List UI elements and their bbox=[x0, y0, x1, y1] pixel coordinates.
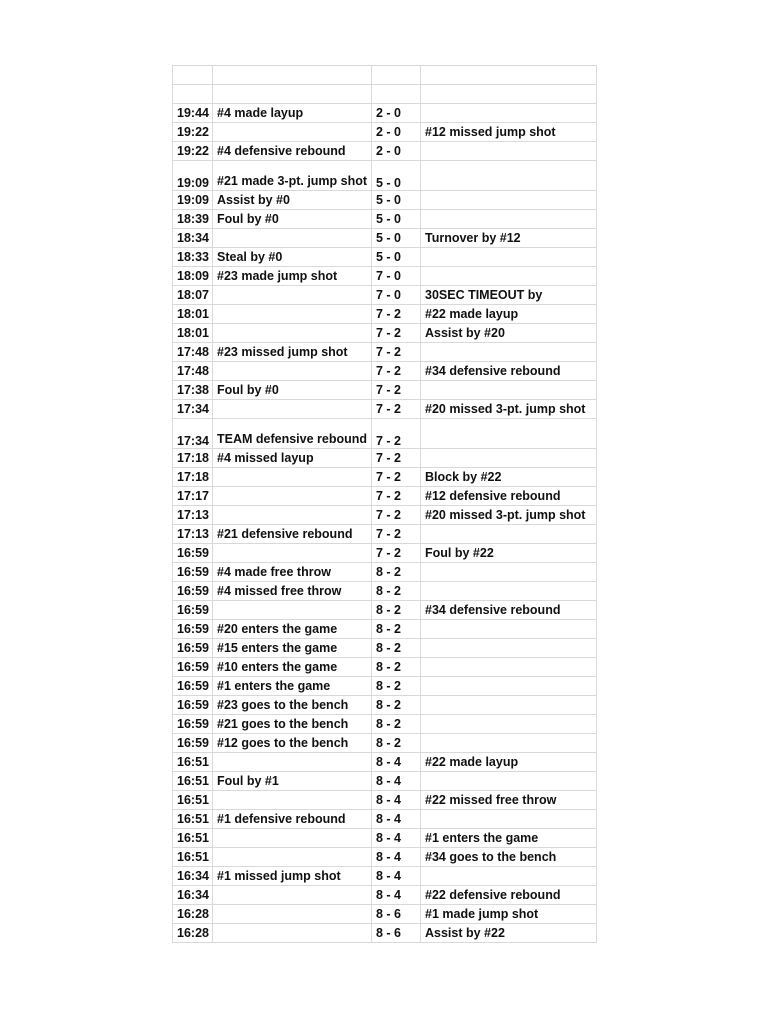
table-row bbox=[173, 905, 597, 924]
time-cell: 18:34 bbox=[173, 229, 213, 248]
empty-cell bbox=[421, 85, 597, 104]
time-cell: 18:07 bbox=[173, 286, 213, 305]
score-cell: 7 - 2 bbox=[372, 525, 421, 544]
score-cell: 7 - 2 bbox=[372, 400, 421, 419]
time-cell: 17:13 bbox=[173, 525, 213, 544]
time-cell: 16:59 bbox=[173, 658, 213, 677]
empty-cell bbox=[173, 66, 213, 85]
away-event-cell: Block by #22 bbox=[421, 468, 597, 487]
home-event-cell bbox=[213, 544, 372, 563]
time-cell: 18:01 bbox=[173, 305, 213, 324]
away-event-cell: #20 missed 3-pt. jump shot bbox=[421, 506, 597, 525]
table-row bbox=[173, 715, 597, 734]
time-cell: 17:38 bbox=[173, 381, 213, 400]
home-event-cell bbox=[213, 886, 372, 905]
time-cell: 19:22 bbox=[173, 123, 213, 142]
table-row bbox=[173, 772, 597, 791]
away-event-cell bbox=[421, 582, 597, 601]
table-row bbox=[173, 419, 597, 449]
score-cell: 7 - 2 bbox=[372, 487, 421, 506]
time-cell: 17:48 bbox=[173, 362, 213, 381]
time-cell: 16:59 bbox=[173, 734, 213, 753]
score-cell: 5 - 0 bbox=[372, 161, 421, 191]
away-event-cell: #1 made jump shot bbox=[421, 905, 597, 924]
score-cell: 5 - 0 bbox=[372, 229, 421, 248]
home-event-cell: Foul by #1 bbox=[213, 772, 372, 791]
away-event-cell: Assist by #20 bbox=[421, 324, 597, 343]
away-event-cell bbox=[421, 104, 597, 123]
play-by-play-body bbox=[173, 66, 597, 943]
time-cell: 19:09 bbox=[173, 161, 213, 191]
time-cell: 16:51 bbox=[173, 753, 213, 772]
away-event-cell bbox=[421, 696, 597, 715]
table-row bbox=[173, 525, 597, 544]
time-cell: 16:51 bbox=[173, 791, 213, 810]
away-event-cell: Turnover by #12 bbox=[421, 229, 597, 248]
score-cell: 8 - 2 bbox=[372, 639, 421, 658]
score-cell: 8 - 2 bbox=[372, 696, 421, 715]
score-cell: 8 - 2 bbox=[372, 658, 421, 677]
time-cell: 18:01 bbox=[173, 324, 213, 343]
score-cell: 8 - 4 bbox=[372, 772, 421, 791]
table-row bbox=[173, 924, 597, 943]
table-row bbox=[173, 362, 597, 381]
score-cell: 7 - 0 bbox=[372, 267, 421, 286]
time-cell: 17:34 bbox=[173, 419, 213, 449]
score-cell: 8 - 6 bbox=[372, 924, 421, 943]
empty-header-row bbox=[173, 66, 597, 85]
home-event-cell: Assist by #0 bbox=[213, 191, 372, 210]
away-event-cell: Foul by #22 bbox=[421, 544, 597, 563]
score-cell: 2 - 0 bbox=[372, 142, 421, 161]
home-event-cell: #23 missed jump shot bbox=[213, 343, 372, 362]
away-event-cell: #22 missed free throw bbox=[421, 791, 597, 810]
away-event-cell bbox=[421, 620, 597, 639]
table-row bbox=[173, 829, 597, 848]
home-event-cell bbox=[213, 362, 372, 381]
table-row bbox=[173, 104, 597, 123]
score-cell: 7 - 2 bbox=[372, 343, 421, 362]
table-row bbox=[173, 544, 597, 563]
home-event-cell: #4 missed free throw bbox=[213, 582, 372, 601]
score-cell: 8 - 4 bbox=[372, 829, 421, 848]
time-cell: 16:28 bbox=[173, 905, 213, 924]
time-cell: 16:59 bbox=[173, 582, 213, 601]
table-row bbox=[173, 286, 597, 305]
table-row bbox=[173, 696, 597, 715]
time-cell: 16:51 bbox=[173, 810, 213, 829]
score-cell: 7 - 0 bbox=[372, 286, 421, 305]
home-event-cell: #21 defensive rebound bbox=[213, 525, 372, 544]
away-event-cell: 30SEC TIMEOUT by bbox=[421, 286, 597, 305]
home-event-cell: #15 enters the game bbox=[213, 639, 372, 658]
away-event-cell bbox=[421, 381, 597, 400]
score-cell: 8 - 2 bbox=[372, 563, 421, 582]
away-event-cell bbox=[421, 419, 597, 449]
away-event-cell: Assist by #22 bbox=[421, 924, 597, 943]
empty-header-row bbox=[173, 85, 597, 104]
table-row bbox=[173, 191, 597, 210]
time-cell: 16:51 bbox=[173, 848, 213, 867]
time-cell: 16:59 bbox=[173, 715, 213, 734]
home-event-cell: #20 enters the game bbox=[213, 620, 372, 639]
time-cell: 18:39 bbox=[173, 210, 213, 229]
score-cell: 8 - 4 bbox=[372, 791, 421, 810]
score-cell: 5 - 0 bbox=[372, 248, 421, 267]
away-event-cell bbox=[421, 161, 597, 191]
table-row bbox=[173, 620, 597, 639]
home-event-cell bbox=[213, 324, 372, 343]
home-event-cell bbox=[213, 829, 372, 848]
home-event-cell: #1 defensive rebound bbox=[213, 810, 372, 829]
home-event-cell bbox=[213, 601, 372, 620]
home-event-cell bbox=[213, 924, 372, 943]
score-cell: 7 - 2 bbox=[372, 305, 421, 324]
home-event-cell bbox=[213, 487, 372, 506]
table-row bbox=[173, 343, 597, 362]
time-cell: 16:34 bbox=[173, 867, 213, 886]
score-cell: 8 - 2 bbox=[372, 734, 421, 753]
away-event-cell: #22 made layup bbox=[421, 305, 597, 324]
away-event-cell bbox=[421, 248, 597, 267]
table-row bbox=[173, 734, 597, 753]
away-event-cell: #20 missed 3-pt. jump shot bbox=[421, 400, 597, 419]
score-cell: 7 - 2 bbox=[372, 449, 421, 468]
time-cell: 19:44 bbox=[173, 104, 213, 123]
score-cell: 8 - 4 bbox=[372, 867, 421, 886]
table-row bbox=[173, 639, 597, 658]
time-cell: 16:59 bbox=[173, 620, 213, 639]
empty-cell bbox=[372, 66, 421, 85]
away-event-cell bbox=[421, 734, 597, 753]
time-cell: 17:34 bbox=[173, 400, 213, 419]
away-event-cell bbox=[421, 867, 597, 886]
empty-cell bbox=[372, 85, 421, 104]
away-event-cell: #1 enters the game bbox=[421, 829, 597, 848]
home-event-cell: Steal by #0 bbox=[213, 248, 372, 267]
home-event-cell bbox=[213, 305, 372, 324]
score-cell: 8 - 4 bbox=[372, 753, 421, 772]
table-row bbox=[173, 753, 597, 772]
time-cell: 19:09 bbox=[173, 191, 213, 210]
empty-cell bbox=[213, 85, 372, 104]
time-cell: 17:17 bbox=[173, 487, 213, 506]
table-row bbox=[173, 123, 597, 142]
away-event-cell: #22 made layup bbox=[421, 753, 597, 772]
table-row bbox=[173, 677, 597, 696]
away-event-cell bbox=[421, 677, 597, 696]
score-cell: 8 - 4 bbox=[372, 886, 421, 905]
table-row bbox=[173, 229, 597, 248]
away-event-cell bbox=[421, 810, 597, 829]
home-event-cell: #4 made layup bbox=[213, 104, 372, 123]
time-cell: 16:59 bbox=[173, 639, 213, 658]
table-row bbox=[173, 468, 597, 487]
table-row bbox=[173, 449, 597, 468]
time-cell: 16:51 bbox=[173, 829, 213, 848]
score-cell: 7 - 2 bbox=[372, 362, 421, 381]
table-row bbox=[173, 381, 597, 400]
away-event-cell bbox=[421, 639, 597, 658]
time-cell: 16:34 bbox=[173, 886, 213, 905]
time-cell: 16:59 bbox=[173, 677, 213, 696]
home-event-cell: #21 made 3-pt. jump shot bbox=[213, 161, 372, 191]
time-cell: 16:59 bbox=[173, 563, 213, 582]
home-event-cell bbox=[213, 229, 372, 248]
time-cell: 18:33 bbox=[173, 248, 213, 267]
home-event-cell bbox=[213, 791, 372, 810]
away-event-cell: #34 defensive rebound bbox=[421, 362, 597, 381]
away-event-cell: #22 defensive rebound bbox=[421, 886, 597, 905]
table-row bbox=[173, 487, 597, 506]
away-event-cell bbox=[421, 772, 597, 791]
home-event-cell: #12 goes to the bench bbox=[213, 734, 372, 753]
table-row bbox=[173, 582, 597, 601]
home-event-cell: #23 made jump shot bbox=[213, 267, 372, 286]
table-row bbox=[173, 267, 597, 286]
score-cell: 7 - 2 bbox=[372, 506, 421, 525]
away-event-cell bbox=[421, 525, 597, 544]
away-event-cell bbox=[421, 449, 597, 468]
time-cell: 16:28 bbox=[173, 924, 213, 943]
score-cell: 7 - 2 bbox=[372, 544, 421, 563]
score-cell: 8 - 6 bbox=[372, 905, 421, 924]
away-event-cell bbox=[421, 210, 597, 229]
away-event-cell: #12 defensive rebound bbox=[421, 487, 597, 506]
score-cell: 7 - 2 bbox=[372, 324, 421, 343]
away-event-cell bbox=[421, 715, 597, 734]
home-event-cell: #1 missed jump shot bbox=[213, 867, 372, 886]
home-event-cell: #23 goes to the bench bbox=[213, 696, 372, 715]
away-event-cell: #34 goes to the bench bbox=[421, 848, 597, 867]
time-cell: 16:59 bbox=[173, 544, 213, 563]
table-row bbox=[173, 248, 597, 267]
time-cell: 17:18 bbox=[173, 468, 213, 487]
score-cell: 8 - 2 bbox=[372, 601, 421, 620]
away-event-cell bbox=[421, 267, 597, 286]
home-event-cell: Foul by #0 bbox=[213, 381, 372, 400]
score-cell: 8 - 2 bbox=[372, 677, 421, 696]
home-event-cell bbox=[213, 506, 372, 525]
score-cell: 2 - 0 bbox=[372, 123, 421, 142]
home-event-cell bbox=[213, 400, 372, 419]
time-cell: 17:18 bbox=[173, 449, 213, 468]
play-by-play-table bbox=[172, 65, 597, 943]
table-row bbox=[173, 848, 597, 867]
table-row bbox=[173, 400, 597, 419]
home-event-cell bbox=[213, 753, 372, 772]
away-event-cell bbox=[421, 142, 597, 161]
away-event-cell bbox=[421, 191, 597, 210]
table-row bbox=[173, 601, 597, 620]
home-event-cell: #4 missed layup bbox=[213, 449, 372, 468]
home-event-cell bbox=[213, 123, 372, 142]
table-row bbox=[173, 305, 597, 324]
table-row bbox=[173, 142, 597, 161]
score-cell: 8 - 2 bbox=[372, 715, 421, 734]
table-row bbox=[173, 886, 597, 905]
home-event-cell: TEAM defensive rebound bbox=[213, 419, 372, 449]
score-cell: 8 - 4 bbox=[372, 848, 421, 867]
table-row bbox=[173, 867, 597, 886]
score-cell: 2 - 0 bbox=[372, 104, 421, 123]
home-event-cell bbox=[213, 905, 372, 924]
away-event-cell: #34 defensive rebound bbox=[421, 601, 597, 620]
table-row bbox=[173, 810, 597, 829]
home-event-cell bbox=[213, 848, 372, 867]
home-event-cell: #21 goes to the bench bbox=[213, 715, 372, 734]
away-event-cell bbox=[421, 343, 597, 362]
time-cell: 16:59 bbox=[173, 696, 213, 715]
table-row bbox=[173, 506, 597, 525]
table-row bbox=[173, 161, 597, 191]
empty-cell bbox=[421, 66, 597, 85]
home-event-cell: #1 enters the game bbox=[213, 677, 372, 696]
time-cell: 19:22 bbox=[173, 142, 213, 161]
table-row bbox=[173, 658, 597, 677]
time-cell: 17:13 bbox=[173, 506, 213, 525]
time-cell: 18:09 bbox=[173, 267, 213, 286]
home-event-cell: #4 defensive rebound bbox=[213, 142, 372, 161]
table-row bbox=[173, 210, 597, 229]
home-event-cell bbox=[213, 468, 372, 487]
away-event-cell: #12 missed jump shot bbox=[421, 123, 597, 142]
table-row bbox=[173, 324, 597, 343]
home-event-cell: Foul by #0 bbox=[213, 210, 372, 229]
home-event-cell: #4 made free throw bbox=[213, 563, 372, 582]
score-cell: 7 - 2 bbox=[372, 468, 421, 487]
table-row bbox=[173, 791, 597, 810]
score-cell: 8 - 4 bbox=[372, 810, 421, 829]
home-event-cell bbox=[213, 286, 372, 305]
score-cell: 7 - 2 bbox=[372, 419, 421, 449]
home-event-cell: #10 enters the game bbox=[213, 658, 372, 677]
table-row bbox=[173, 563, 597, 582]
time-cell: 16:51 bbox=[173, 772, 213, 791]
away-event-cell bbox=[421, 658, 597, 677]
score-cell: 8 - 2 bbox=[372, 620, 421, 639]
score-cell: 7 - 2 bbox=[372, 381, 421, 400]
away-event-cell bbox=[421, 563, 597, 582]
score-cell: 5 - 0 bbox=[372, 191, 421, 210]
score-cell: 8 - 2 bbox=[372, 582, 421, 601]
score-cell: 5 - 0 bbox=[372, 210, 421, 229]
time-cell: 16:59 bbox=[173, 601, 213, 620]
empty-cell bbox=[213, 66, 372, 85]
time-cell: 17:48 bbox=[173, 343, 213, 362]
empty-cell bbox=[173, 85, 213, 104]
